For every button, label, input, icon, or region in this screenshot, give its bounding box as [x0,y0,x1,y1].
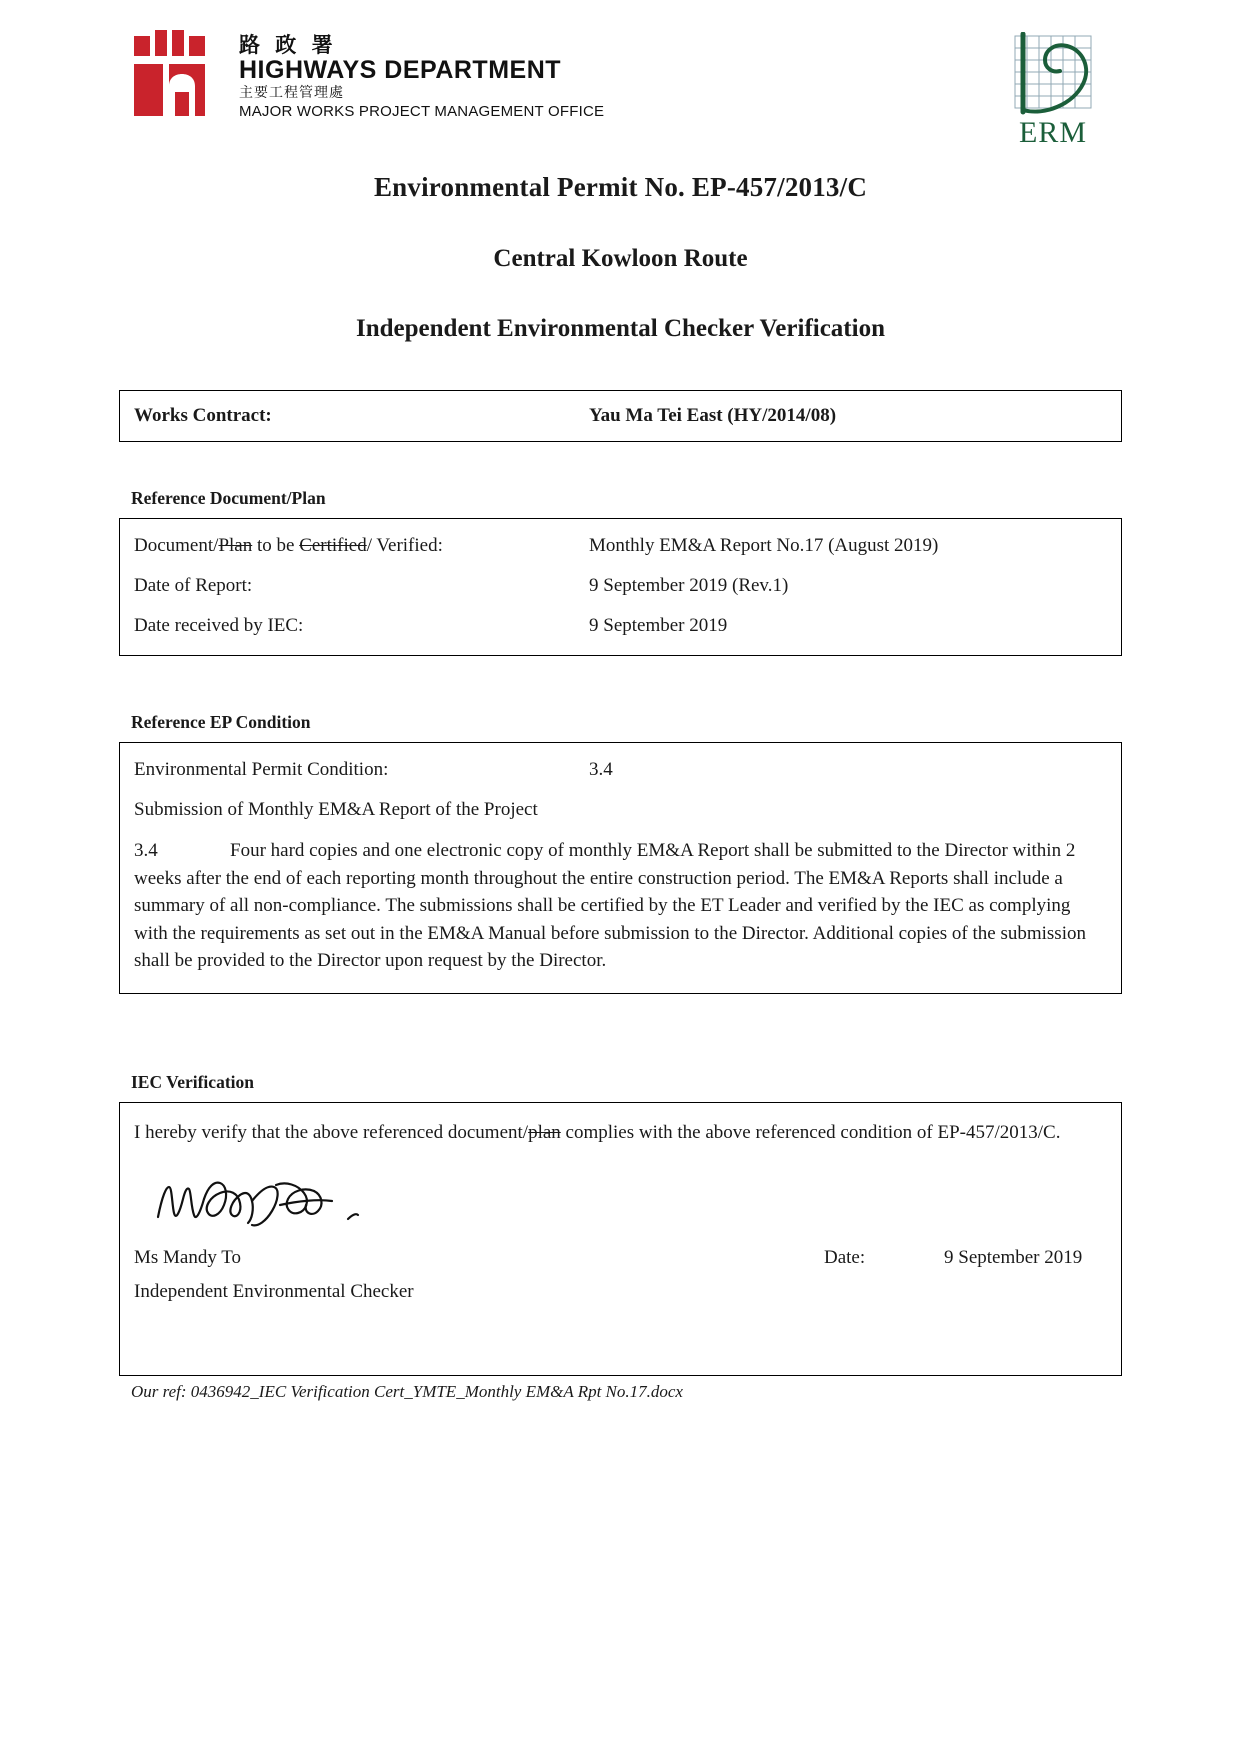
table-row [134,575,1107,597]
document-to-be-verified-value: Monthly EM&A Report No.17 (August 2019) [589,535,939,556]
signer-name: Ms Mandy To [134,1246,242,1268]
table-row [134,615,1107,637]
works-contract-box [119,390,1122,442]
iec-statement-strike-plan: plan [528,1122,561,1143]
handwritten-signature-icon [152,1161,382,1245]
department-name-block [239,30,604,120]
ep-condition-clause [134,837,1103,975]
signer-role: Independent Environmental Checker [134,1280,414,1302]
date-of-report-label: Date of Report: [134,575,253,596]
reference-document-section-label: Reference Document/Plan [131,488,326,508]
iec-statement-pre: I hereby verify that the above referenced document/ [134,1122,529,1143]
department-name-english: HIGHWAYS DEPARTMENT [239,56,562,85]
iec-statement-post: complies with the above referenced condition of EP-457/2013/C. [560,1122,1061,1143]
date-of-report-value: 9 September 2019 (Rev.1) [589,575,789,596]
doc-label-strike-plan: Plan [218,535,253,556]
ep-condition-clause-text: Four hard copies and one electronic copy of monthly EM&A Report shall be submitted to the Director within 2 weeks after the end of each reporting month throughout the entire construction period. The EM&A Reports shall include a summary of all non-compliance. The submissions shall be certified by the ET Leader and verified by the IEC as complying with the requirements as set out in the EM&A Manual before submission to the Director. Additional copies of the submission shall be provided to the Director upon request by the Director. [134,840,1086,972]
page-title-project: Central Kowloon Route [493,245,748,272]
reference-ep-condition-section-label: Reference EP Condition [131,712,311,732]
department-name-chinese: 路 政 署 [239,33,337,57]
title-block [120,172,1121,343]
doc-label-post: / Verified: [366,535,443,556]
iec-verification-box [119,1102,1122,1376]
signature-name-row [134,1247,1103,1269]
our-reference-footer: Our ref: 0436942_IEC Verification Cert_YMTE_Monthly EM&A Rpt No.17.docx [131,1382,683,1401]
ep-condition-value: 3.4 [589,759,613,780]
ep-condition-clause-number: 3.4 [134,840,158,861]
office-name-chinese: 主要工程管理處 [239,85,344,102]
doc-label-pre: Document/ [134,535,219,556]
signature-area [134,1161,1103,1247]
document-to-be-verified-label [134,535,589,557]
table-row [134,535,1107,557]
iec-verification-statement [134,1119,1103,1147]
erm-wordmark: ERM [1018,116,1087,149]
highways-department-logo-icon [133,30,225,118]
doc-label-strike-certified: Certified [299,535,367,556]
date-received-by-iec-label: Date received by IEC: [134,615,304,636]
reference-document-box [119,518,1122,656]
ep-condition-label: Environmental Permit Condition: [134,759,389,780]
signature-date-value: 9 September 2019 [944,1246,1083,1268]
page-title-permit: Environmental Permit No. EP-457/2013/C [373,172,868,202]
ep-condition-subtitle: Submission of Monthly EM&A Report of the Project [134,799,538,820]
highways-department-logo-block [133,30,604,120]
erm-logo-icon [993,32,1113,148]
reference-ep-condition-box [119,742,1122,994]
signature-date-label: Date: [824,1246,866,1268]
table-row [134,759,1103,781]
iec-verification-section-label: IEC Verification [131,1072,254,1092]
page-title-doctype: Independent Environmental Checker Verification [356,315,885,342]
doc-label-mid: to be [252,535,300,556]
date-received-by-iec-value: 9 September 2019 [589,615,728,636]
page-header [0,22,1241,149]
works-contract-label: Works Contract: [134,405,272,426]
office-name-english: MAJOR WORKS PROJECT MANAGEMENT OFFICE [239,102,605,120]
works-contract-value: Yau Ma Tei East (HY/2014/08) [589,405,837,426]
